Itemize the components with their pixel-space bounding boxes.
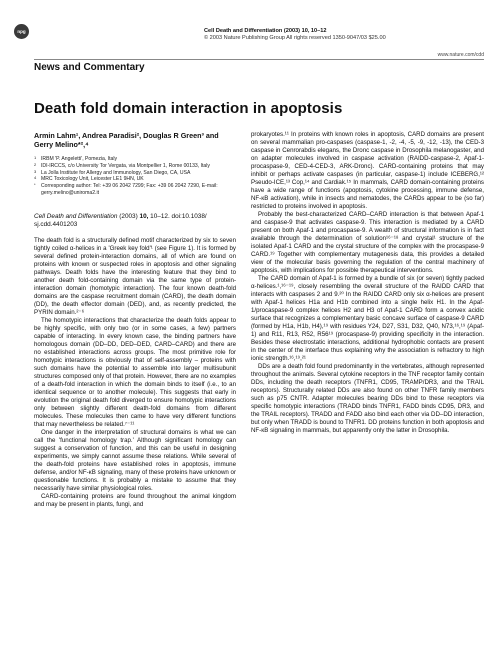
- affiliation-item: 2 IDI-IRCCS, c/o University Tor Vergata, via Montpellier 1, Rome 00133, Italy: [34, 161, 210, 169]
- body-paragraph: One danger in the interpretation of structural domains is what we can call the 'functional homology trap.' Although significant homology can suggest a conservation of function, and this can be useful in designing experiments, we simply cannot assume these relations. While several of the death-fold proteins have established roles in apoptosis, immune defense, and/or NF-κB signaling, many of these proteins have unknown or questionable functions. It is probably a mistake to assume that they necessarily have similar physiological roles.: [34, 429, 236, 492]
- body-column-right: [251, 131, 484, 435]
- copyright-line: © 2003 Nature Publishing Group All rights reserved 1350-9047/03 $25.00: [204, 35, 386, 41]
- journal-url[interactable]: www.nature.com/cdd: [437, 52, 484, 58]
- header-rule: [34, 59, 484, 60]
- affiliation-item: 3 La Jolla Institute for Allergy and Immunology, San Diego, CA, USA: [34, 168, 191, 176]
- article-citation: Cell Death and Differentiation (2003) 10, 10–12. doi:10.1038/ sj.cdd.4401203: [34, 213, 207, 229]
- article-title: Death fold domain interaction in apoptosis: [34, 100, 343, 117]
- body-paragraph: prokaryotes.¹¹ In proteins with known roles in apoptosis, CARD domains are present on several mammalian pro-caspases (caspase-1, -2, -4, -5, -9, -12, -13), the CED-3 caspase in Cenrorabdis elegans, the Dronc caspase in Drosophila melanogaster, and on adapter molecules involved in caspase activation (RAIDD-caspase-2, Apaf-1-procaspase-9, CED-4-CED-3, ARK-Dronc). CARD-containing proteins that may inhibit or perhaps activate caspases (in particular, caspase-1) include ICEBERG,¹² Pseudo-ICE,¹³ Cop,¹⁴ and Cardiak.¹⁵ In mammals, CARD domain-containing proteins have a wide range of functions (apoptosis, cytokine processing, immune defense, NF-κB activation), while in insects and nematodes, the CARDs appear to be (so far) restricted to proteins involved in apoptosis.: [251, 131, 484, 210]
- affiliation-item: 4 MRC Toxicology Unit, Leicester LE1 9HN, UK: [34, 175, 144, 183]
- body-paragraph: The homotypic interactions that characterize the death folds appear to be highly specific, with only two (or in some cases, a few) partners capable of interacting. In every known case, the binding partners have homologous domain (DD–DD, DED–DED, CARD–CARD) and there are no established interactions across groups. The most primitive role for homotypic interactions is obviously that of self-assembly – proteins with such domains have the potential to assemble into larger multisubunit structures composed only of that protein. However, there are no examples of a death-fold interaction in which the domain binds to itself (i.e., to an identical sequence or to another molecule). This suggests that early in evolution the original death fold diverged to ensure homotypic interactions only between slightly different death-fold domains from different molecules. These molecules then came to have very different functions that may nevertheless be related.⁷⁻¹¹: [34, 317, 236, 428]
- doi-link[interactable]: doi:10.1038/ sj.cdd.4401203: [34, 213, 207, 229]
- body-paragraph: The death fold is a structurally defined motif characterized by six to seven tightly coiled α-helices in a 'Greek key fold'¹ (see Figure 1). It is formed by several defined protein-interaction domains, all of which are found on proteins with known or suspected roles in apoptosis and other signaling pathways. Death folds have the interesting feature that they bind to another death fold-containing domain via the same type of protein-interaction domain (homotypic interaction). The four known death-fold domains are the caspase recruitment domain (CARD), the death domain (DD), the death effector domain (DED), and, as recently predicted, the PYRIN domain.²⁻⁶: [34, 237, 236, 316]
- journal-logo: npg: [14, 24, 29, 39]
- body-paragraph: Probably the best-characterized CARD–CARD interaction is that between Apaf-1 and caspase-9 that activates caspase-9. This interaction is mediated by a CARD present on both Apaf-1 and procaspase-9. A wealth of structural information is in fact available through the determination of solution¹⁶⁻¹⁸ and crystal¹ structure of the isolated Apaf-1 CARD and the crystal structure of the complex with the procaspase-9 CARD.¹⁹ Together with complementary mutagenesis data, this provides a detailed view of the molecular basis governing the regulation of the central machinery of apoptosis, with implications for possible therapeutical interventions.: [251, 211, 484, 274]
- affiliation-list: [34, 156, 234, 197]
- section-heading: News and Commentary: [34, 62, 145, 73]
- journal-citation-line: Cell Death and Differentiation (2003) 10, 10–12: [204, 28, 327, 34]
- body-paragraph: DDs are a death fold found predominantly in the vertebrates, although represented throughout the animals. Several cytokine receptors in the TNF receptor family contain DDs, including the death receptors (TNFR1, CD95, TRAMP/DR3, and the TRAIL receptors). Structurally related DDs are also found on other TNFR family members such as p75 CNTR. Adapter molecules bearing DDs bind to these receptors via specific homotypic interactions (TRADD binds TNFR1, FADD binds CD95, DR3, and the TRAIL receptors). TRADD and FADD also bind each other via DD–DD interaction, but only when TRADD is bound to TNFR1. DD proteins function in both apoptosis and NF-κB signaling in mammals, but apparently only the latter in Drosophila.: [251, 363, 484, 434]
- body-paragraph: The CARD domain of Apaf-1 is formed by a bundle of six (or seven) tightly packed α-helices.¹,¹⁶⁻¹⁹, closely resembling the overall structure of the RAIDD CARD that interacts with caspases 2 and 9.²⁰ In the RAIDD CARD only six α-helices are present with Apaf-1 helices H1a and H1b combined into a single helix H1. In the Apaf-1/procaspase-9 complex helices H2 and H3 of Apaf-1 CARD form a convex acidic surface that recognizes a complementary basic concave surface of caspase-9 CARD (formed by H1a, H1b, H4),¹⁹ with residues Y24, D27, S31, D32, Q40, N73,¹⁶,¹⁹ (Apaf-1) and R11, R13, R52, R56¹⁹ (procaspase-9) providing specificity in the interaction. Besides these electrostatic interactions, additional hydrophobic contacts are present in the center of the interface thus explaining why the association is refractory to high ionic strength.¹⁶,¹⁹,²¹: [251, 275, 484, 362]
- body-paragraph: CARD-containing proteins are found throughout the animal kingdom and may be present in plants, fungi, and: [34, 493, 236, 508]
- body-column-left: [34, 237, 236, 509]
- author-list: Armin Lahm¹, Andrea Paradisi², Douglas R Green³ and Gerry Melino*²,⁴: [34, 131, 219, 149]
- corresponding-author: * Corresponding author: Tel: +39 06 2042 7299; Fax: +39 06 2042 7290, E-mail: gerry.melino@uniroma2.it: [34, 182, 218, 196]
- affiliation-item: 1 IRBM 'P. Angeletti', Pomezia, Italy: [34, 155, 118, 162]
- journal-header: [204, 28, 484, 42]
